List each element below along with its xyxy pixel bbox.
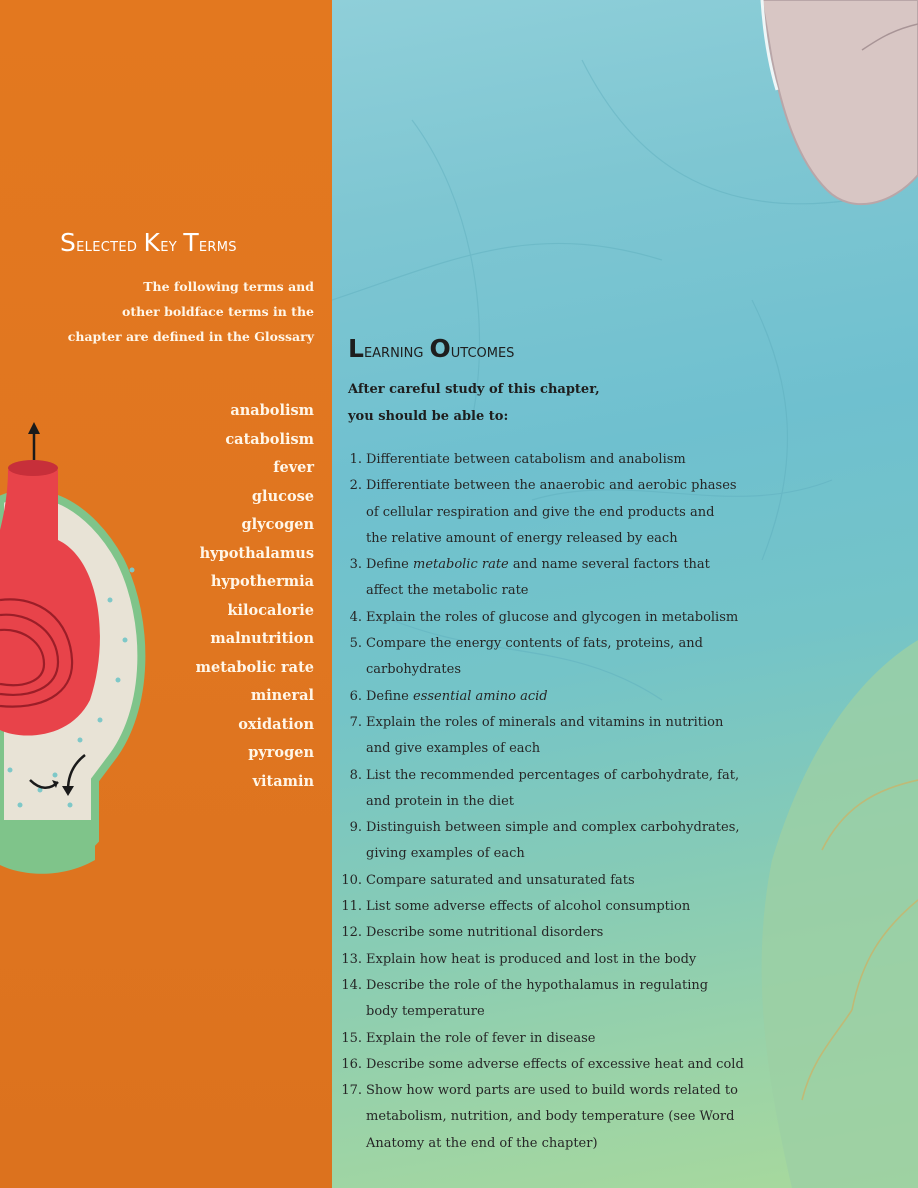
outcome-item: 9. Distinguish between simple and complex carbohydrates, giving examples of each xyxy=(349,820,740,862)
outcome-item: 6. Define essential amino acid xyxy=(349,688,548,704)
outcome-item: 16. Describe some adverse effects of excessive heat and cold xyxy=(341,1056,744,1072)
key-term: vitamin xyxy=(252,772,314,790)
outcome-item: 12. Describe some nutritional disorders xyxy=(341,925,604,941)
outcome-item: 14. Describe the role of the hypothalamus in regulating body temperature xyxy=(341,977,709,1020)
learning-outcomes-title: Learning Outcomes xyxy=(348,334,515,363)
key-term: pyrogen xyxy=(248,744,314,761)
key-term: kilocalorie xyxy=(227,601,314,619)
key-terms-list xyxy=(114,397,314,796)
outcome-item: 15. Explain the role of fever in disease xyxy=(341,1030,596,1046)
key-terms-intro-line: other boldface terms in the xyxy=(122,304,314,319)
key-terms-intro xyxy=(44,274,314,349)
outcome-item: 5. Compare the energy contents of fats, proteins, and carbohydrates xyxy=(349,636,703,678)
key-term: hypothalamus xyxy=(199,544,314,562)
key-term: oxidation xyxy=(238,715,314,733)
key-term: glucose xyxy=(251,487,314,505)
italic-term: essential amino acid xyxy=(413,688,548,704)
key-terms-title: Selected Key Terms xyxy=(60,228,237,257)
learning-outcomes-intro xyxy=(348,376,768,430)
outcome-item: 17. Show how word parts are used to build words related to metabolism, nutrition, and body temperature (see Word Anatomy at the end of the chapter) xyxy=(341,1083,738,1151)
outcomes-intro-line: you should be able to: xyxy=(348,409,509,424)
key-term: anabolism xyxy=(230,402,314,419)
outcome-item: 13. Explain how heat is produced and lost in the body xyxy=(341,951,697,967)
key-term: glycogen xyxy=(241,516,314,533)
key-terms-panel xyxy=(0,0,332,1188)
outcome-item: 7. Explain the roles of minerals and vitamins in nutrition and give examples of each xyxy=(349,714,724,757)
key-terms-intro-line: The following terms and xyxy=(143,279,314,294)
outcome-item: 4. Explain the roles of glucose and glycogen in metabolism xyxy=(349,609,739,625)
outcome-item: 3. Define metabolic rate and name several factors that affect the metabolic rate xyxy=(349,557,710,599)
outcome-item: 8. List the recommended percentages of carbohydrate, fat, and protein in the diet xyxy=(349,767,740,809)
key-term: metabolic rate xyxy=(195,658,314,676)
italic-term: metabolic rate xyxy=(413,557,509,573)
outcome-item: 1. Differentiate between catabolism and anabolism xyxy=(349,452,686,467)
key-term: hypothermia xyxy=(210,573,314,590)
outcome-item: 10. Compare saturated and unsaturated fats xyxy=(341,872,635,888)
key-term: malnutrition xyxy=(210,630,314,647)
key-terms-intro-line: chapter are defined in the Glossary xyxy=(67,329,314,344)
outcome-item: 11. List some adverse effects of alcohol consumption xyxy=(341,899,691,915)
outcomes-intro-line: After careful study of this chapter, xyxy=(348,382,600,397)
key-term: mineral xyxy=(250,687,314,704)
outcome-item: 2. Differentiate between the anaerobic and aerobic phases of cellular respiration and give the end products and the relative amount of energy released by each xyxy=(349,478,737,546)
learning-outcomes-list xyxy=(336,447,776,1157)
key-term: catabolism xyxy=(225,430,314,448)
key-term: fever xyxy=(273,459,314,476)
